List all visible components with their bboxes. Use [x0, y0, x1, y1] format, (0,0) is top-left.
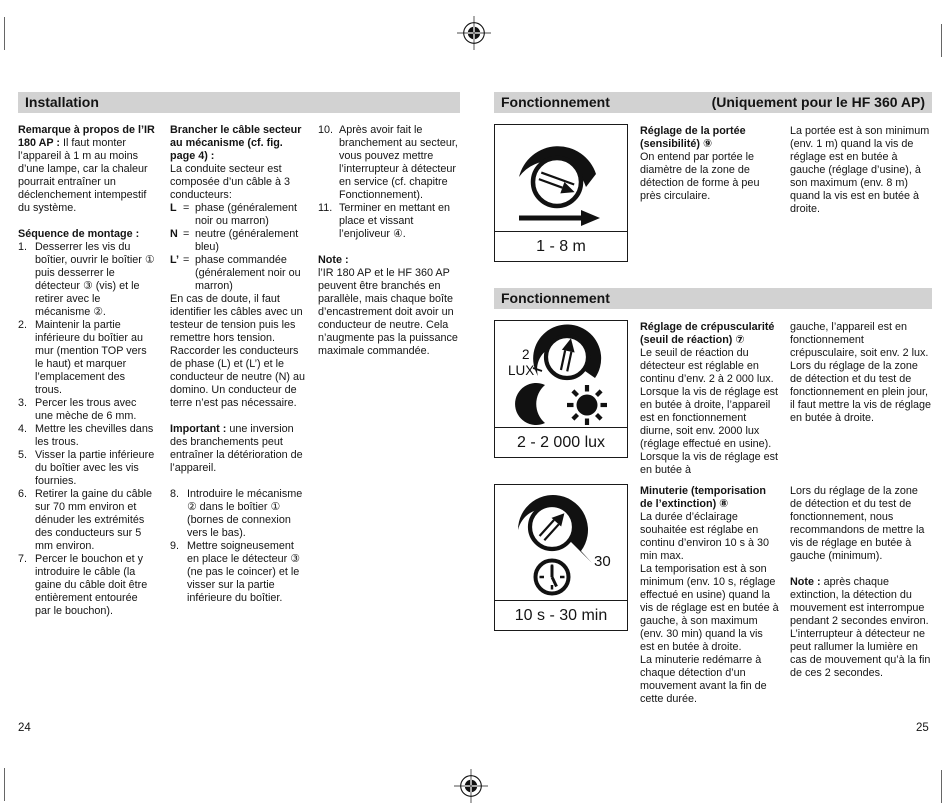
dial-icon — [546, 336, 588, 378]
step-item — [18, 553, 155, 618]
step-item — [18, 449, 155, 488]
step-number: 8. — [170, 488, 180, 500]
timer-dial-diagram — [495, 485, 627, 600]
step-text: Percer le bouchon et y introduire le câble (la gaine du câble doit être entièrement entourée par le bouchon). — [35, 553, 148, 617]
page-number-left: 24 — [18, 722, 31, 734]
page-number-right: 25 — [916, 722, 929, 734]
moon-icon — [515, 383, 545, 425]
installation-columns — [18, 124, 460, 618]
wire-definitions — [170, 202, 307, 293]
step-item — [318, 202, 458, 241]
registration-mark-icon — [456, 15, 492, 51]
installation-column-2 — [170, 124, 307, 618]
connect-lead: Brancher le câble secteur au mécanisme (cf. fig. page 4) : — [170, 124, 302, 162]
crepuscularite-title: Réglage de crépuscularité (seuil de réaction) ⑦ — [640, 321, 775, 346]
crepuscularite-text-col-2 — [790, 320, 932, 477]
wire-equals: = — [183, 228, 190, 240]
note-text: après chaque extinction, la détection du mouvement est interrompue pendant 2 secondes environ. L’interrupteur à détecteur ne peut rallumer la lumière en cas de mouvement qu’à la fin de ces 2 secondes. — [790, 576, 931, 679]
step-item — [18, 241, 155, 319]
step-text: Introduire le mécanisme ② dans le boîtier ① (bornes de connexion vers le bas). — [187, 488, 303, 539]
paragraph: La minuterie redémarre à chaque détection d’un mouvement avant la fin de cette durée. — [640, 654, 767, 705]
doubt-paragraph: En cas de doute, il faut identifier les câbles avec un testeur de tension puis les remettre hors tension. Raccorder les conducteurs de phase (L) et (L’) et le conducteur de neutre (N) au domino. Un conducteur de terre n’est pas nécessaire. — [170, 293, 306, 409]
header-title: Fonctionnement — [501, 290, 610, 306]
section-header-installation — [18, 92, 460, 113]
timer-max-label: 30 — [594, 553, 611, 570]
mounting-steps — [170, 488, 307, 605]
step-item — [170, 540, 307, 605]
minuterie-text-col-1 — [640, 484, 780, 706]
timer-dial-icon — [495, 485, 627, 600]
step-number: 1. — [18, 241, 28, 253]
step-number: 11. — [318, 202, 333, 214]
step-number: 2. — [18, 319, 28, 331]
dial-icon — [530, 505, 574, 549]
note-lead: Note : — [318, 254, 349, 266]
step-text: Desserrer les vis du boîtier, ouvrir le boîtier ① puis desserrer le détecteur ③ (vis) et le retirer avec le mécanisme ②. — [35, 241, 155, 318]
lux-unit-label: LUX — [508, 363, 535, 378]
wire-item — [170, 202, 307, 228]
step-text: Retirer la gaine du câble sur 70 mm environ et dénuder les extrémités des conducteurs sur 5 mm environ. — [35, 488, 153, 552]
step-number: 4. — [18, 423, 28, 435]
remark-text: Il faut monter l’appareil à 1 m au moins d’une lampe, car la chaleur pourrait entraîner un déclenchement intempestif du système. — [18, 137, 148, 214]
paragraph: La temporisation est à son minimum (env. 10 s, réglage effectué en usine) quand la vis de réglage est en butée à gauche, à son maximum (env. 30 min) quand la vis est en butée à droite. — [640, 563, 779, 653]
header-title: Installation — [25, 94, 99, 110]
note-text: l’IR 180 AP et le HF 360 AP peuvent être branchés en parallèle, mais chaque boîte d’encastrement doit avoir un conducteur de neutre. Cela n’augmente pas la puissance maximale commandée. — [318, 267, 458, 357]
wire-term: L — [170, 202, 177, 214]
mounting-steps — [18, 241, 155, 618]
figure-timer — [494, 484, 628, 631]
step-item — [18, 423, 155, 449]
installation-column-3 — [318, 124, 458, 618]
section-portee — [494, 124, 932, 262]
note-paragraph — [790, 576, 932, 680]
portee-text: La portée est à son minimum (env. 1 m) quand la vis de réglage est en butée à gauche (réglage d’usine), à son maximum (env. 8 m) quand la vis est en butée à droite. — [790, 125, 930, 215]
section-header-fonctionnement-1 — [494, 92, 932, 113]
connect-paragraph — [170, 124, 307, 202]
figure-caption: 2 - 2 000 lux — [495, 427, 627, 457]
clock-icon — [536, 561, 569, 594]
sequence-title — [18, 228, 155, 241]
important-lead: Important : — [170, 423, 227, 435]
range-dial-icon — [495, 125, 627, 232]
step-text: Maintenir la partie inférieure du boîtier au mur (mention TOP vers le haut) et marquer l’emplacement des trous. — [35, 319, 147, 396]
paragraph: Lors du réglage de la zone de détection et du test de fonctionnement en plein jour, il faut mettre la vis de réglage en butée à droite. — [790, 360, 932, 424]
crop-mark — [941, 770, 942, 803]
step-number: 7. — [18, 553, 28, 565]
wire-equals: = — [183, 202, 190, 214]
paragraph: La durée d’éclairage souhaitée est réglabe en continu d’environ 10 s à 30 min max. — [640, 511, 770, 562]
wire-definition: neutre (généralement bleu) — [195, 228, 299, 253]
paragraph: Lors du réglage de la zone de détection et du test de fonctionnement, nous recommandons de mettre la vis de réglage en butée à gauche (minimum). — [790, 485, 925, 562]
dial-icon — [533, 158, 581, 206]
step-item — [18, 488, 155, 553]
step-text: Après avoir fait le branchement au secteur, vous pouvez mettre l’interrupteur à détecteur en service (cf. chapitre Fonctionnement). — [339, 124, 458, 201]
step-text: Percer les trous avec une mèche de 6 mm. — [35, 397, 137, 422]
step-item — [170, 488, 307, 540]
header-subtitle: (Uniquement pour le HF 360 AP) — [711, 94, 925, 110]
figure-caption: 1 - 8 m — [495, 231, 627, 261]
figure-caption: 10 s - 30 min — [495, 600, 627, 630]
section-header-fonctionnement-2 — [494, 288, 932, 309]
important-text: une inversion des branchements peut entraîner la détérioration de l’appareil. — [170, 423, 303, 474]
step-text: Mettre les chevilles dans les trous. — [35, 423, 154, 448]
portee-title: Réglage de la portée (sensibilité) ⑨ — [640, 125, 746, 150]
step-item — [18, 397, 155, 423]
step-text: Mettre soigneusement en place le détecteur ③ (ne pas le coincer) et le visser sur la partie inférieure du boîtier. — [187, 540, 300, 604]
section-minuterie — [494, 484, 932, 706]
crop-mark — [941, 24, 942, 57]
wire-item — [170, 228, 307, 254]
page-installation — [18, 92, 460, 618]
paragraph: Lorsque la vis de réglage est en butée à droite, l’appareil est en fonctionnement diurne, soit env. 2000 lux (réglage effectué en usine). Lorsque la vis de réglage est en butée à — [640, 386, 779, 476]
range-dial-diagram — [495, 125, 627, 231]
step-number: 10. — [318, 124, 334, 136]
paragraph: gauche, l’appareil est en fonctionnement crépusculaire, soit env. 2 lux. — [790, 321, 929, 359]
crepuscularite-text-col-1 — [640, 320, 780, 477]
page-fonctionnement — [494, 92, 932, 706]
registration-mark-icon — [453, 768, 489, 804]
important-paragraph — [170, 423, 307, 475]
header-title: Fonctionnement — [501, 94, 610, 110]
arrow-right-icon — [519, 210, 600, 226]
portee-text-col-2 — [790, 124, 932, 262]
sun-icon — [567, 385, 607, 425]
section-crepuscularite — [494, 320, 932, 477]
connect-text: La conduite secteur est composée d’un câble à 3 conducteurs: — [170, 163, 291, 201]
wire-definition: phase commandée (généralement noir ou marron) — [195, 254, 301, 292]
wire-item — [170, 254, 307, 293]
note-lead: Note : — [790, 576, 821, 588]
figure-range — [494, 124, 628, 262]
mounting-steps — [318, 124, 458, 241]
step-number: 9. — [170, 540, 180, 552]
crop-mark — [4, 17, 5, 50]
portee-text: On entend par portée le diamètre de la zone de détection de forme à peu près circulaire. — [640, 151, 760, 202]
step-item — [318, 124, 458, 202]
paragraph: Le seuil de réaction du détecteur est réglable en continu d’env. 2 à 2 000 lux. — [640, 347, 774, 385]
sequence-title-text: Séquence de montage : — [18, 228, 140, 240]
step-text: Visser la partie inférieure du boîtier avec les vis fournies. — [35, 449, 155, 487]
lux-dial-diagram — [495, 321, 627, 427]
wire-definition: phase (généralement noir ou marron) — [195, 202, 298, 227]
step-item — [18, 319, 155, 397]
minuterie-title: Minuterie (temporisation de l’extinction) ⑧ — [640, 485, 766, 510]
wire-equals: = — [183, 254, 190, 266]
remark-paragraph — [18, 124, 155, 215]
minuterie-text-col-2 — [790, 484, 932, 706]
step-number: 3. — [18, 397, 28, 409]
label-tick — [533, 368, 542, 371]
portee-text-col-1 — [640, 124, 780, 262]
step-number: 6. — [18, 488, 28, 500]
step-text: Terminer en mettant en place et vissant l’enjoliveur ④. — [339, 202, 451, 240]
note-paragraph — [318, 254, 458, 358]
installation-column-1 — [18, 124, 155, 618]
figure-lux — [494, 320, 628, 458]
wire-term: N — [170, 228, 178, 240]
crop-mark — [4, 768, 5, 801]
lux-min-label: 2 — [522, 347, 530, 362]
wire-term: L’ — [170, 254, 179, 266]
step-number: 5. — [18, 449, 28, 461]
remark-lead: Remarque à propos de l’IR 180 AP : — [18, 124, 155, 149]
